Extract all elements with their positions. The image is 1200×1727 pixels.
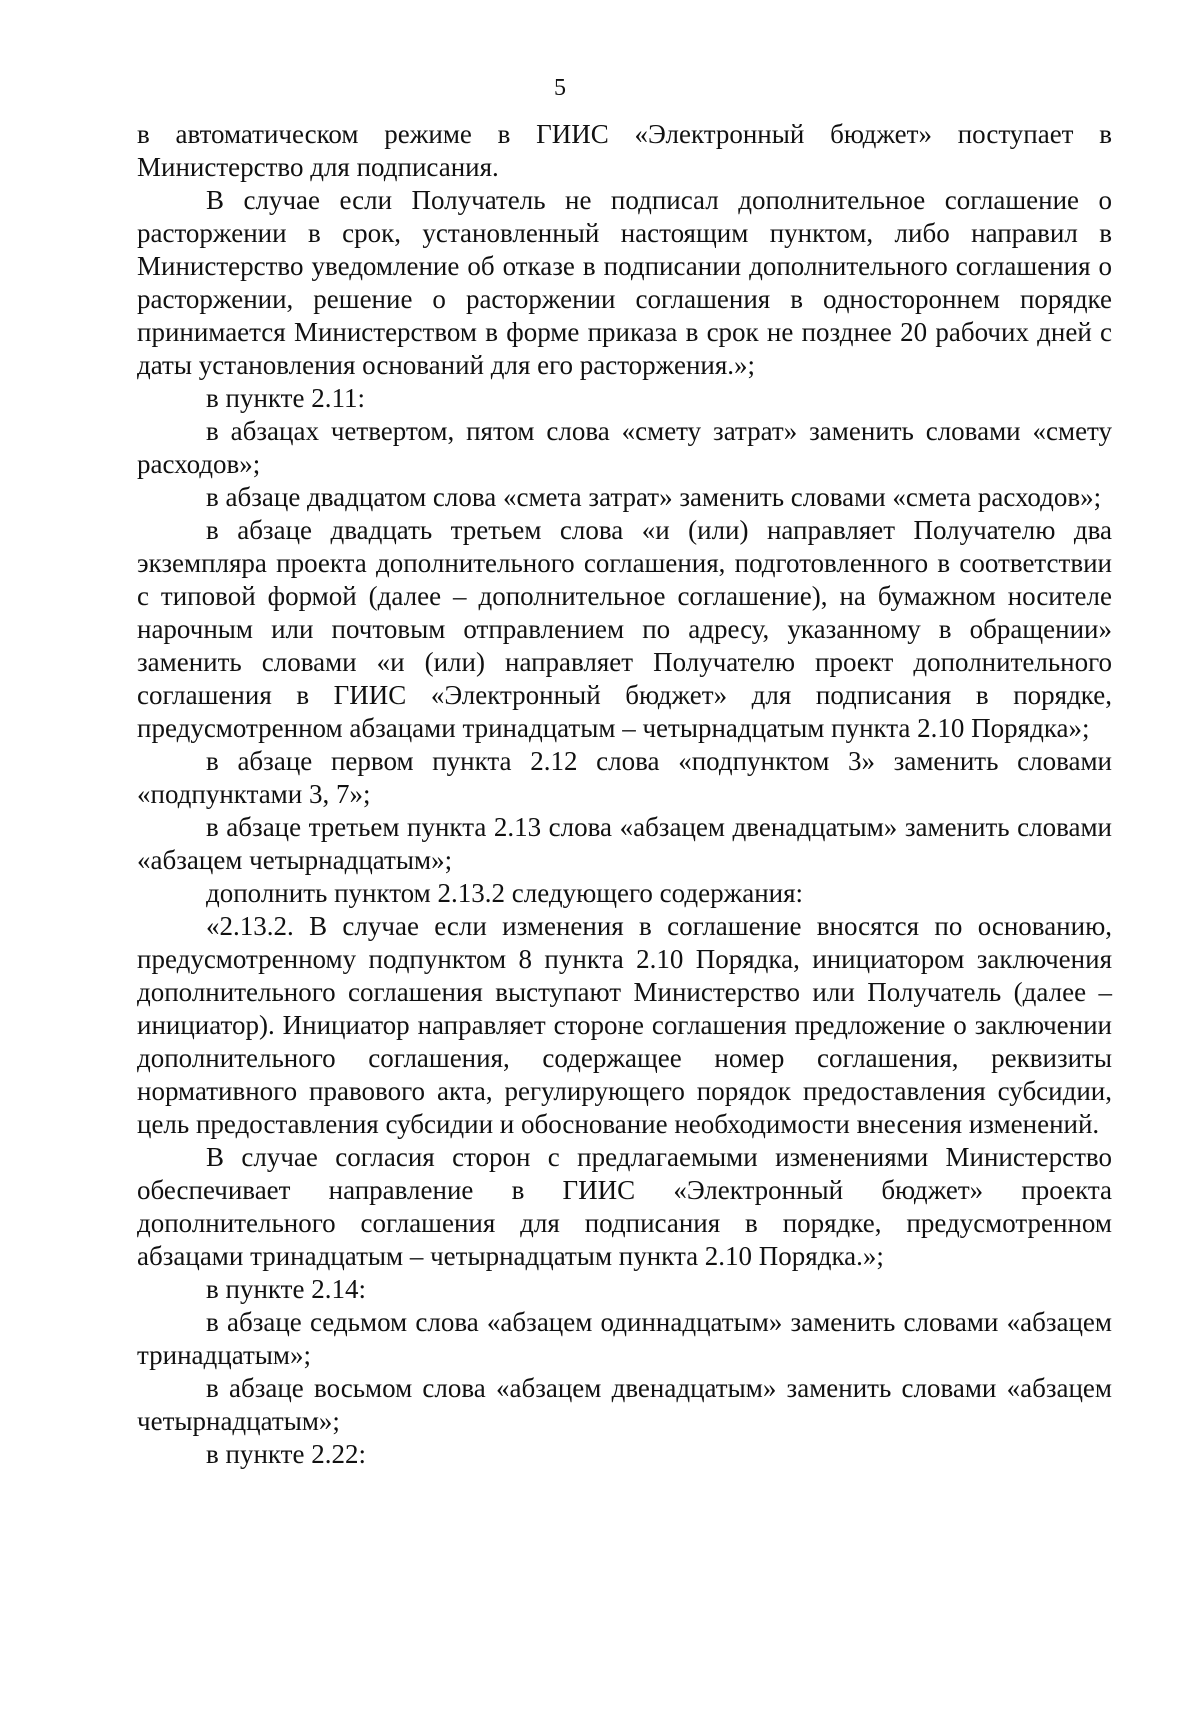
paragraph: в автоматическом режиме в ГИИС «Электронный бюджет» поступает в Министерство для подписания. bbox=[137, 119, 1112, 182]
paragraph: в пункте 2.11: bbox=[206, 383, 365, 413]
document-body bbox=[137, 118, 1112, 1471]
paragraph: в абзаце первом пункта 2.12 слова «подпунктом 3» заменить словами «подпунктами 3, 7»; bbox=[137, 746, 1112, 809]
paragraph: в абзаце двадцать третьем слова «и (или) направляет Получателю два экземпляра проекта дополнительного соглашения, подготовленного в соответствии с типовой формой (далее – дополнительное соглашение), на бумажном носителе нарочным или почтовым отправлением по адресу, указанному в обращении» заменить словами «и (или) направляет Получателю проект дополнительного соглашения в ГИИС «Электронный бюджет» для подписания в порядке, предусмотренном абзацами тринадцатым – четырнадцатым пункта 2.10 Порядка»; bbox=[137, 515, 1112, 743]
paragraph: дополнить пунктом 2.13.2 следующего содержания: bbox=[206, 878, 804, 908]
paragraph: В случае согласия сторон с предлагаемыми изменениями Министерство обеспечивает направление в ГИИС «Электронный бюджет» проекта дополнительного соглашения для подписания в порядке, предусмотренном абзацами тринадцатым – четырнадцатым пункта 2.10 Порядка.»; bbox=[137, 1142, 1112, 1271]
paragraph: в пункте 2.22: bbox=[206, 1439, 366, 1469]
paragraph: в абзаце седьмом слова «абзацем одиннадцатым» заменить словами «абзацем тринадцатым»; bbox=[137, 1307, 1112, 1370]
paragraph: В случае если Получатель не подписал дополнительное соглашение о расторжении в срок, установленный настоящим пунктом, либо направил в Министерство уведомление об отказе в подписании дополнительного соглашения о расторжении, решение о расторжении соглашения в одностороннем порядке принимается Министерством в форме приказа в срок не позднее 20 рабочих дней с даты установления оснований для его расторжения.»; bbox=[137, 185, 1112, 380]
paragraph: «2.13.2. В случае если изменения в соглашение вносятся по основанию, предусмотренному подпунктом 8 пункта 2.10 Порядка, инициатором заключения дополнительного соглашения выступают Министерство или Получатель (далее – инициатор). Инициатор направляет стороне соглашения предложение о заключении дополнительного соглашения, содержащее номер соглашения, реквизиты нормативного правового акта, регулирующего порядок предоставления субсидии, цель предоставления субсидии и обоснование необходимости внесения изменений. bbox=[137, 911, 1112, 1139]
paragraph: в абзаце третьем пункта 2.13 слова «абзацем двенадцатым» заменить словами «абзацем четырнадцатым»; bbox=[137, 812, 1112, 875]
page-number: 5 bbox=[554, 75, 566, 101]
paragraph: в абзаце восьмом слова «абзацем двенадцатым» заменить словами «абзацем четырнадцатым»; bbox=[137, 1373, 1112, 1436]
paragraph: в абзацах четвертом, пятом слова «смету затрат» заменить словами «смету расходов»; bbox=[137, 416, 1112, 479]
paragraph: в абзаце двадцатом слова «смета затрат» заменить словами «смета расходов»; bbox=[206, 482, 1102, 512]
paragraph: в пункте 2.14: bbox=[206, 1274, 366, 1304]
